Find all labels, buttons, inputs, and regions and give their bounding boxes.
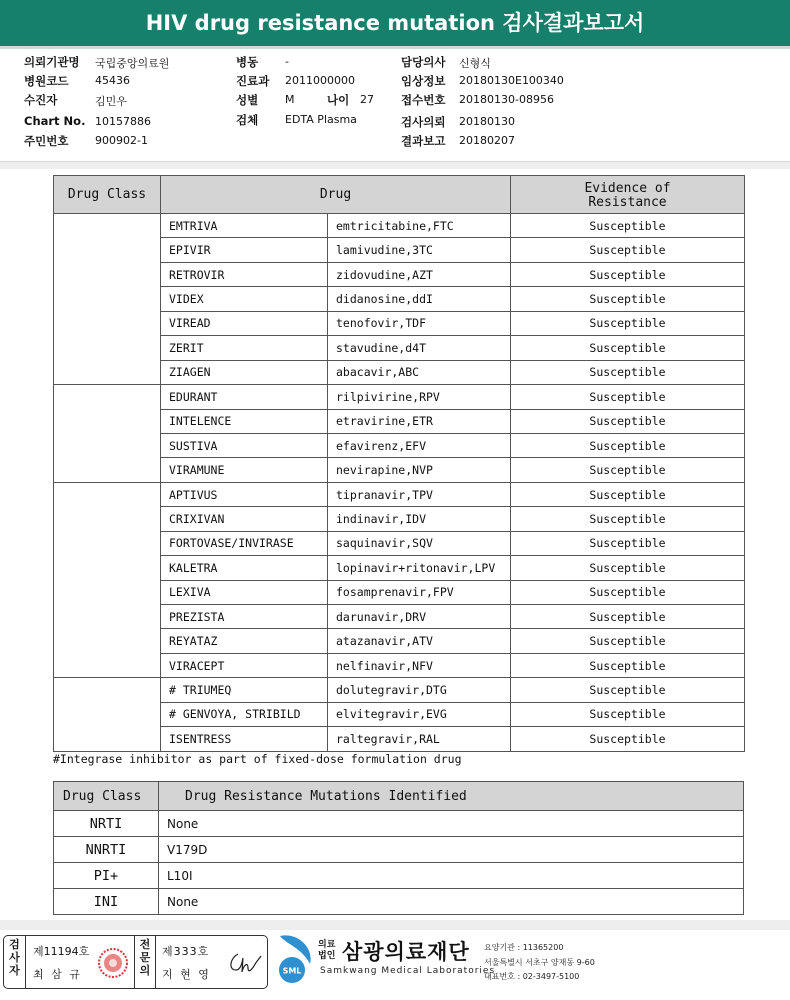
org-code: 요양기관 : 11365200 <box>484 943 564 952</box>
drug-class-cell <box>54 482 161 678</box>
drug-brand-cell: LEXIVA <box>161 580 328 604</box>
info-label-1: 병원코드 <box>24 74 69 88</box>
examiner-seal-icon <box>96 946 130 980</box>
evidence-cell: Susceptible <box>511 262 745 286</box>
examiner-name: 최 삼 규 <box>33 968 82 981</box>
mutation-value-cell: None <box>159 811 744 837</box>
signature-icon <box>226 946 264 978</box>
evidence-cell: Susceptible <box>511 605 745 629</box>
mutation-class-cell: PI+ <box>54 863 159 889</box>
info3-value-3: 20180130 <box>459 115 515 128</box>
supervisor-label <box>134 936 156 988</box>
drug-row <box>54 678 745 702</box>
drug-brand-cell: EDURANT <box>161 385 328 409</box>
info-value-1: 45436 <box>95 74 130 87</box>
info3-label-4: 결과보고 <box>401 134 446 148</box>
drug-generic-cell: nevirapine,NVP <box>328 458 511 482</box>
drug-generic-cell: dolutegravir,DTG <box>328 678 511 702</box>
info3-label-0: 담당의사 <box>401 55 446 69</box>
drug-resistance-table <box>53 175 745 752</box>
report-title: HIV drug resistance mutation 검사결과보고서 <box>0 0 790 46</box>
mutation-class-cell: NRTI <box>54 811 159 837</box>
mutation-class-cell: NNRTI <box>54 837 159 863</box>
evidence-cell: Susceptible <box>511 727 745 751</box>
examiner-license: 제11194호 <box>33 945 90 958</box>
drug-brand-cell: ZIAGEN <box>161 360 328 384</box>
drug-generic-cell: tipranavir,TPV <box>328 482 511 506</box>
drug-generic-cell: didanosine,ddI <box>328 287 511 311</box>
evidence-cell: Susceptible <box>511 360 745 384</box>
evidence-cell: Susceptible <box>511 433 745 457</box>
drug-generic-cell: etravirine,ETR <box>328 409 511 433</box>
drug-generic-cell: atazanavir,ATV <box>328 629 511 653</box>
drug-generic-cell: efavirenz,EFV <box>328 433 511 457</box>
age-value: 27 <box>360 93 374 106</box>
drug-row <box>54 482 745 506</box>
drug-class-cell <box>54 214 161 385</box>
mutation-table <box>53 781 744 915</box>
drug-brand-cell: SUSTIVA <box>161 433 328 457</box>
info2-value-1: 2011000000 <box>285 74 355 87</box>
info-label-3: Chart No. <box>24 114 86 128</box>
info3-value-1: 20180130E100340 <box>459 74 564 87</box>
supervisor-label-text: 전문의 <box>139 938 151 977</box>
org-name-ko: 삼광의료재단 <box>342 940 470 964</box>
drug-class-cell <box>54 678 161 751</box>
mutation-value-cell: None <box>159 889 744 915</box>
mutation-row <box>54 811 744 837</box>
drug-generic-cell: lamivudine,3TC <box>328 238 511 262</box>
footer-divider <box>0 920 790 930</box>
drug-brand-cell: KALETRA <box>161 556 328 580</box>
info2-value-3: EDTA Plasma <box>285 113 357 126</box>
drug-class-header: Drug Class <box>54 176 161 214</box>
mutation-value-cell: L10I <box>159 863 744 889</box>
org-logo-block <box>272 934 782 994</box>
info-value-4: 900902-1 <box>95 134 148 147</box>
mutation-row <box>54 889 744 915</box>
logo-abbr: SML <box>282 966 302 976</box>
evidence-cell: Susceptible <box>511 409 745 433</box>
drug-generic-cell: emtricitabine,FTC <box>328 214 511 238</box>
drug-brand-cell: FORTOVASE/INVIRASE <box>161 531 328 555</box>
info-value-0: 국립중앙의료원 <box>95 57 170 70</box>
info-value-3: 10157886 <box>95 115 151 128</box>
info-label-4: 주민번호 <box>24 134 69 148</box>
corp-type: 의료법인 <box>318 940 336 961</box>
report-footer <box>0 930 790 1000</box>
drug-generic-cell: raltegravir,RAL <box>328 727 511 751</box>
info-label-2: 수진자 <box>24 93 58 107</box>
evidence-cell: Susceptible <box>511 287 745 311</box>
info2-label-2: 성별 <box>236 93 259 107</box>
examiner-label-text: 검사자 <box>9 938 20 977</box>
org-name-en: Samkwang Medical Laboratories <box>320 966 496 976</box>
supervisor-name: 지 현 영 <box>162 968 211 981</box>
info3-label-3: 검사의뢰 <box>401 115 446 129</box>
drug-generic-cell: elvitegravir,EVG <box>328 702 511 726</box>
signature-box <box>3 935 268 989</box>
evidence-cell: Susceptible <box>511 702 745 726</box>
drug-brand-cell: VIDEX <box>161 287 328 311</box>
supervisor-license: 제333호 <box>162 945 210 958</box>
evidence-header-text: Evidence of Resistance <box>584 180 671 210</box>
info2-label-3: 검체 <box>236 113 259 127</box>
mutation-class-cell: INI <box>54 889 159 915</box>
evidence-cell: Susceptible <box>511 336 745 360</box>
evidence-cell: Susceptible <box>511 238 745 262</box>
evidence-cell: Susceptible <box>511 531 745 555</box>
drug-generic-cell: nelfinavir,NFV <box>328 653 511 677</box>
drug-brand-cell: VIRAMUNE <box>161 458 328 482</box>
drug-generic-cell: abacavir,ABC <box>328 360 511 384</box>
drug-brand-cell: EMTRIVA <box>161 214 328 238</box>
patient-info-section <box>0 54 790 154</box>
evidence-cell: Susceptible <box>511 580 745 604</box>
org-address: 서울특별시 서초구 양재동 9-60 <box>484 958 595 967</box>
mutation-class-header: Drug Class <box>54 782 159 811</box>
drug-class-cell <box>54 385 161 483</box>
mutation-value-cell: V179D <box>159 837 744 863</box>
drug-row <box>54 214 745 238</box>
evidence-cell: Susceptible <box>511 629 745 653</box>
title-underline <box>0 46 790 49</box>
drug-generic-cell: tenofovir,TDF <box>328 311 511 335</box>
evidence-cell: Susceptible <box>511 507 745 531</box>
drug-generic-cell: rilpivirine,RPV <box>328 385 511 409</box>
evidence-cell: Susceptible <box>511 458 745 482</box>
drug-header: Drug <box>161 176 511 214</box>
age-label: 나이 <box>327 93 350 107</box>
evidence-cell: Susceptible <box>511 482 745 506</box>
evidence-cell: Susceptible <box>511 214 745 238</box>
drug-generic-cell: saquinavir,SQV <box>328 531 511 555</box>
drug-brand-cell: VIREAD <box>161 311 328 335</box>
info3-value-0: 신형식 <box>459 57 491 70</box>
drug-brand-cell: VIRACEPT <box>161 653 328 677</box>
evidence-cell: Susceptible <box>511 678 745 702</box>
drug-brand-cell: INTELENCE <box>161 409 328 433</box>
info3-value-4: 20180207 <box>459 134 515 147</box>
info2-value-0: - <box>285 55 289 68</box>
info3-value-2: 20180130-08956 <box>459 93 554 106</box>
drug-brand-cell: EPIVIR <box>161 238 328 262</box>
sml-logo-icon <box>272 934 316 984</box>
drug-generic-cell: darunavir,DRV <box>328 605 511 629</box>
drug-generic-cell: stavudine,d4T <box>328 336 511 360</box>
evidence-header <box>511 176 745 214</box>
mutations-header: Drug Resistance Mutations Identified <box>159 782 744 811</box>
mutation-row <box>54 863 744 889</box>
mutation-row <box>54 837 744 863</box>
info2-value-2: M <box>285 93 295 106</box>
drug-generic-cell: zidovudine,AZT <box>328 262 511 286</box>
drug-brand-cell: # GENVOYA, STRIBILD <box>161 702 328 726</box>
drug-brand-cell: ZERIT <box>161 336 328 360</box>
drug-brand-cell: REYATAZ <box>161 629 328 653</box>
integrase-footnote: #Integrase inhibitor as part of fixed-dose formulation drug <box>53 752 462 766</box>
drug-brand-cell: ISENTRESS <box>161 727 328 751</box>
info-label-0: 의뢰기관명 <box>24 55 80 69</box>
drug-generic-cell: fosamprenavir,FPV <box>328 580 511 604</box>
evidence-cell: Susceptible <box>511 653 745 677</box>
drug-brand-cell: APTIVUS <box>161 482 328 506</box>
evidence-cell: Susceptible <box>511 385 745 409</box>
drug-generic-cell: indinavir,IDV <box>328 507 511 531</box>
drug-brand-cell: # TRIUMEQ <box>161 678 328 702</box>
drug-generic-cell: lopinavir+ritonavir,LPV <box>328 556 511 580</box>
drug-row <box>54 385 745 409</box>
info2-label-1: 진료과 <box>236 74 270 88</box>
drug-brand-cell: RETROVIR <box>161 262 328 286</box>
org-phone: 대표번호 : 02-3497-5100 <box>484 972 580 981</box>
evidence-cell: Susceptible <box>511 556 745 580</box>
drug-brand-cell: CRIXIVAN <box>161 507 328 531</box>
section-divider <box>0 161 790 169</box>
drug-brand-cell: PREZISTA <box>161 605 328 629</box>
info3-label-2: 접수번호 <box>401 93 446 107</box>
info2-label-0: 병동 <box>236 55 259 69</box>
evidence-cell: Susceptible <box>511 311 745 335</box>
info3-label-1: 임상정보 <box>401 74 446 88</box>
examiner-label <box>4 936 26 988</box>
info-value-2: 김민우 <box>95 95 127 108</box>
